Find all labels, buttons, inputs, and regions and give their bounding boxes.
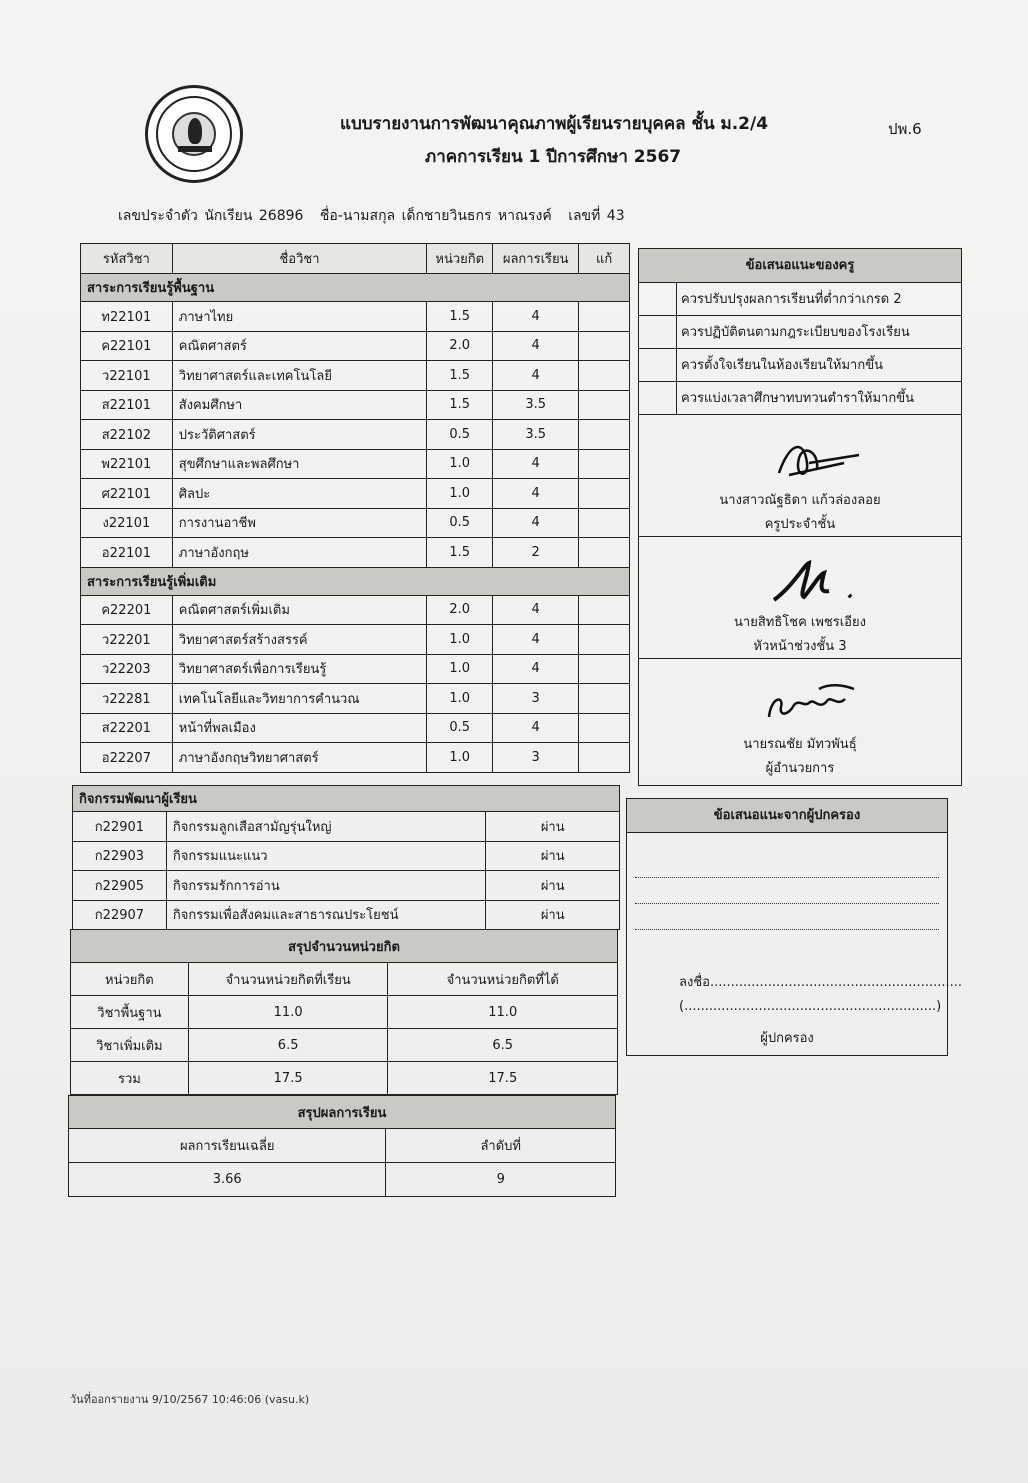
teacher-comments-box (638, 248, 962, 786)
subject-credit: 2.0 (427, 595, 493, 625)
result-summary-table (68, 1095, 616, 1197)
subject-fix (579, 625, 630, 655)
comment-line (635, 877, 939, 878)
credits-earned: 6.5 (388, 1029, 618, 1062)
activity-code: ก22907 (73, 900, 167, 930)
comment-text: ควรปรับปรุงผลการเรียนที่ต่ำกว่าเกรด 2 (681, 292, 902, 307)
signer-role: หัวหน้าช่วงชั้น 3 (753, 639, 847, 654)
table-row (81, 684, 630, 714)
col-header-credit-type: หน่วยกิต (71, 963, 189, 996)
gpa-value: 3.66 (69, 1163, 386, 1197)
student-name: ชื่อ-นามสกุล เด็กชายวินธกร หาณรงค์ (319, 208, 552, 224)
checkbox (639, 349, 677, 381)
signature-block-director (639, 659, 961, 785)
subject-fix (579, 538, 630, 568)
credit-type: วิชาเพิ่มเติม (71, 1029, 189, 1062)
subject-code: อ22101 (81, 538, 173, 568)
col-header-fix: แก้ (579, 244, 630, 274)
signature-scribble (759, 677, 869, 729)
subject-name: วิทยาศาสตร์เพื่อการเรียนรู้ (172, 654, 427, 684)
rank-value: 9 (386, 1163, 616, 1197)
table-row (81, 420, 630, 450)
section-title: สาระการเรียนรู้เพิ่มเติม (81, 567, 630, 595)
issue-date: วันที่ออกรายงาน 9/10/2567 10:46:06 (vasu.k) (70, 1393, 310, 1406)
activity-code: ก22903 (73, 841, 167, 871)
subject-code: ค22101 (81, 331, 173, 361)
comment-item (639, 316, 961, 349)
subject-name: วิทยาศาสตร์สร้างสรรค์ (172, 625, 427, 655)
subject-grade: 4 (493, 361, 579, 391)
section-title: กิจกรรมพัฒนาผู้เรียน (73, 786, 620, 812)
table-row (73, 812, 620, 842)
subject-grade: 4 (493, 713, 579, 743)
activity-code: ก22905 (73, 871, 167, 901)
comment-text: ควรปฏิบัติตนตามกฎระเบียบของโรงเรียน (681, 325, 910, 340)
subject-grade: 4 (493, 625, 579, 655)
subject-grade: 3 (493, 743, 579, 773)
checkbox (639, 382, 677, 414)
activities-table (72, 785, 620, 930)
subject-credit: 1.5 (427, 538, 493, 568)
subject-grade: 4 (493, 595, 579, 625)
subject-credit: 1.0 (427, 479, 493, 509)
col-header-credit: หน่วยกิต (427, 244, 493, 274)
subject-credit: 1.5 (427, 390, 493, 420)
subject-name: สุขศึกษาและพลศึกษา (172, 449, 427, 479)
subject-name: คณิตศาสตร์เพิ่มเติม (172, 595, 427, 625)
subject-name: ภาษาไทย (172, 302, 427, 332)
signer-name: นางสาวณัฐธิดา แก้วล่องลอย (719, 493, 881, 508)
table-row (81, 449, 630, 479)
activity-result: ผ่าน (486, 812, 620, 842)
col-header-credits-earned: จำนวนหน่วยกิตที่ได้ (388, 963, 618, 996)
subject-grade: 4 (493, 479, 579, 509)
subject-fix (579, 684, 630, 714)
activity-name: กิจกรรมลูกเสือสามัญรุ่นใหญ่ (166, 812, 486, 842)
grades-table (80, 243, 630, 773)
signer-name: นายสิทธิโชค เพชรเอียง (734, 615, 866, 630)
credits-studied: 6.5 (188, 1029, 388, 1062)
table-row (73, 871, 620, 901)
checkbox (639, 316, 677, 348)
subject-credit: 2.0 (427, 331, 493, 361)
activity-result: ผ่าน (486, 841, 620, 871)
comment-item (639, 382, 961, 415)
checkbox (639, 283, 677, 315)
comment-item (639, 349, 961, 382)
credits-earned: 17.5 (388, 1062, 618, 1095)
col-header-grade: ผลการเรียน (493, 244, 579, 274)
subject-credit: 0.5 (427, 508, 493, 538)
student-info (118, 205, 635, 227)
subject-name: ประวัติศาสตร์ (172, 420, 427, 450)
subject-code: ศ22101 (81, 479, 173, 509)
subject-credit: 1.0 (427, 449, 493, 479)
subject-fix (579, 508, 630, 538)
subject-grade: 2 (493, 538, 579, 568)
subject-code: ส22201 (81, 713, 173, 743)
signer-role: ผู้อำนวยการ (765, 761, 835, 776)
comment-text: ควรแบ่งเวลาศึกษาทบทวนตำราให้มากขึ้น (681, 391, 914, 406)
parent-name-line: (.............................................................) (679, 999, 942, 1014)
col-header-gpa: ผลการเรียนเฉลี่ย (69, 1129, 386, 1163)
report-title: แบบรายงานการพัฒนาคุณภาพผู้เรียนรายบุคคล ชั้น ม.2/4 (340, 114, 769, 134)
subject-code: ว22201 (81, 625, 173, 655)
subject-fix (579, 390, 630, 420)
table-row (81, 479, 630, 509)
col-header-rank: ลำดับที่ (386, 1129, 616, 1163)
comment-item (639, 283, 961, 316)
col-header-subject: ชื่อวิชา (172, 244, 427, 274)
credit-type: วิชาพื้นฐาน (71, 996, 189, 1029)
subject-code: ว22203 (81, 654, 173, 684)
school-logo (145, 85, 243, 183)
subject-name: เทคโนโลยีและวิทยาการคำนวณ (172, 684, 427, 714)
col-header-credits-studied: จำนวนหน่วยกิตที่เรียน (188, 963, 388, 996)
activity-name: กิจกรรมแนะแนว (166, 841, 486, 871)
table-row (81, 654, 630, 684)
section-title: สรุปจำนวนหน่วยกิต (71, 930, 618, 963)
subject-credit: 1.5 (427, 302, 493, 332)
form-code: ปพ.6 (888, 120, 922, 138)
subject-fix (579, 743, 630, 773)
signature-block-homeroom (639, 415, 961, 537)
table-row (81, 625, 630, 655)
table-row (81, 361, 630, 391)
subject-name: ศิลปะ (172, 479, 427, 509)
subject-code: อ22207 (81, 743, 173, 773)
subject-fix (579, 361, 630, 391)
activity-code: ก22901 (73, 812, 167, 842)
subject-name: วิทยาศาสตร์และเทคโนโลยี (172, 361, 427, 391)
subject-fix (579, 654, 630, 684)
subject-credit: 1.5 (427, 361, 493, 391)
subject-grade: 4 (493, 449, 579, 479)
subject-grade: 3.5 (493, 420, 579, 450)
table-row (81, 743, 630, 773)
table-row (81, 331, 630, 361)
subject-name: คณิตศาสตร์ (172, 331, 427, 361)
subject-name: สังคมศึกษา (172, 390, 427, 420)
table-row (81, 302, 630, 332)
activity-result: ผ่าน (486, 871, 620, 901)
comment-text: ควรตั้งใจเรียนในห้องเรียนให้มากขึ้น (681, 358, 883, 373)
section-title: สรุปผลการเรียน (69, 1096, 616, 1129)
table-row (71, 1029, 618, 1062)
subject-fix (579, 449, 630, 479)
table-row (73, 841, 620, 871)
signer-role: ครูประจำชั้น (764, 517, 836, 532)
credit-type: รวม (71, 1062, 189, 1095)
subject-name: ภาษาอังกฤษวิทยาศาสตร์ (172, 743, 427, 773)
subject-grade: 4 (493, 508, 579, 538)
subject-grade: 4 (493, 302, 579, 332)
student-number: เลขที่ 43 (568, 208, 625, 224)
parent-role: ผู้ปกครอง (760, 1031, 814, 1046)
subject-name: หน้าที่พลเมือง (172, 713, 427, 743)
subject-fix (579, 713, 630, 743)
subject-credit: 1.0 (427, 654, 493, 684)
parent-sign-line: ลงชื่อ............................................................. (679, 975, 963, 990)
report-subtitle: ภาคการเรียน 1 ปีการศึกษา 2567 (425, 147, 682, 167)
table-row (81, 390, 630, 420)
signature-scribble (759, 555, 869, 607)
activity-result: ผ่าน (486, 900, 620, 930)
subject-name: การงานอาชีพ (172, 508, 427, 538)
subject-credit: 0.5 (427, 420, 493, 450)
activity-name: กิจกรรมรักการอ่าน (166, 871, 486, 901)
subject-fix (579, 420, 630, 450)
signature-scribble (759, 433, 869, 485)
subject-name: ภาษาอังกฤษ (172, 538, 427, 568)
activity-name: กิจกรรมเพื่อสังคมและสาธารณประโยชน์ (166, 900, 486, 930)
subject-credit: 1.0 (427, 684, 493, 714)
subject-credit: 1.0 (427, 743, 493, 773)
table-row (81, 508, 630, 538)
subject-code: ท22101 (81, 302, 173, 332)
section-title: สาระการเรียนรู้พื้นฐาน (81, 274, 630, 302)
subject-grade: 3 (493, 684, 579, 714)
subject-code: ว22101 (81, 361, 173, 391)
table-row (81, 595, 630, 625)
credit-summary-table (70, 929, 618, 1095)
subject-code: ว22281 (81, 684, 173, 714)
parent-comments-box (626, 798, 963, 1056)
subject-credit: 1.0 (427, 625, 493, 655)
table-row (81, 713, 630, 743)
subject-grade: 4 (493, 331, 579, 361)
col-header-code: รหัสวิชา (81, 244, 173, 274)
table-row (73, 900, 620, 930)
subject-grade: 3.5 (493, 390, 579, 420)
table-row (69, 1163, 616, 1197)
parent-comments-title: ข้อเสนอแนะจากผู้ปกครอง (627, 799, 947, 833)
table-row (81, 538, 630, 568)
comment-line (635, 929, 939, 930)
credits-earned: 11.0 (388, 996, 618, 1029)
subject-code: ส22101 (81, 390, 173, 420)
table-row (71, 996, 618, 1029)
subject-fix (579, 479, 630, 509)
signer-name: นายรณชัย มัทวพันธุ์ (743, 737, 857, 752)
subject-fix (579, 595, 630, 625)
signature-block-level-head (639, 537, 961, 659)
table-row (71, 1062, 618, 1095)
subject-grade: 4 (493, 654, 579, 684)
student-id: เลขประจำตัว นักเรียน 26896 (118, 208, 304, 224)
comment-line (635, 903, 939, 904)
subject-code: พ22101 (81, 449, 173, 479)
teacher-comments-title: ข้อเสนอแนะของครู (639, 249, 961, 283)
credits-studied: 17.5 (188, 1062, 388, 1095)
credits-studied: 11.0 (188, 996, 388, 1029)
subject-code: ง22101 (81, 508, 173, 538)
subject-credit: 0.5 (427, 713, 493, 743)
subject-fix (579, 331, 630, 361)
subject-code: ค22201 (81, 595, 173, 625)
subject-fix (579, 302, 630, 332)
subject-code: ส22102 (81, 420, 173, 450)
